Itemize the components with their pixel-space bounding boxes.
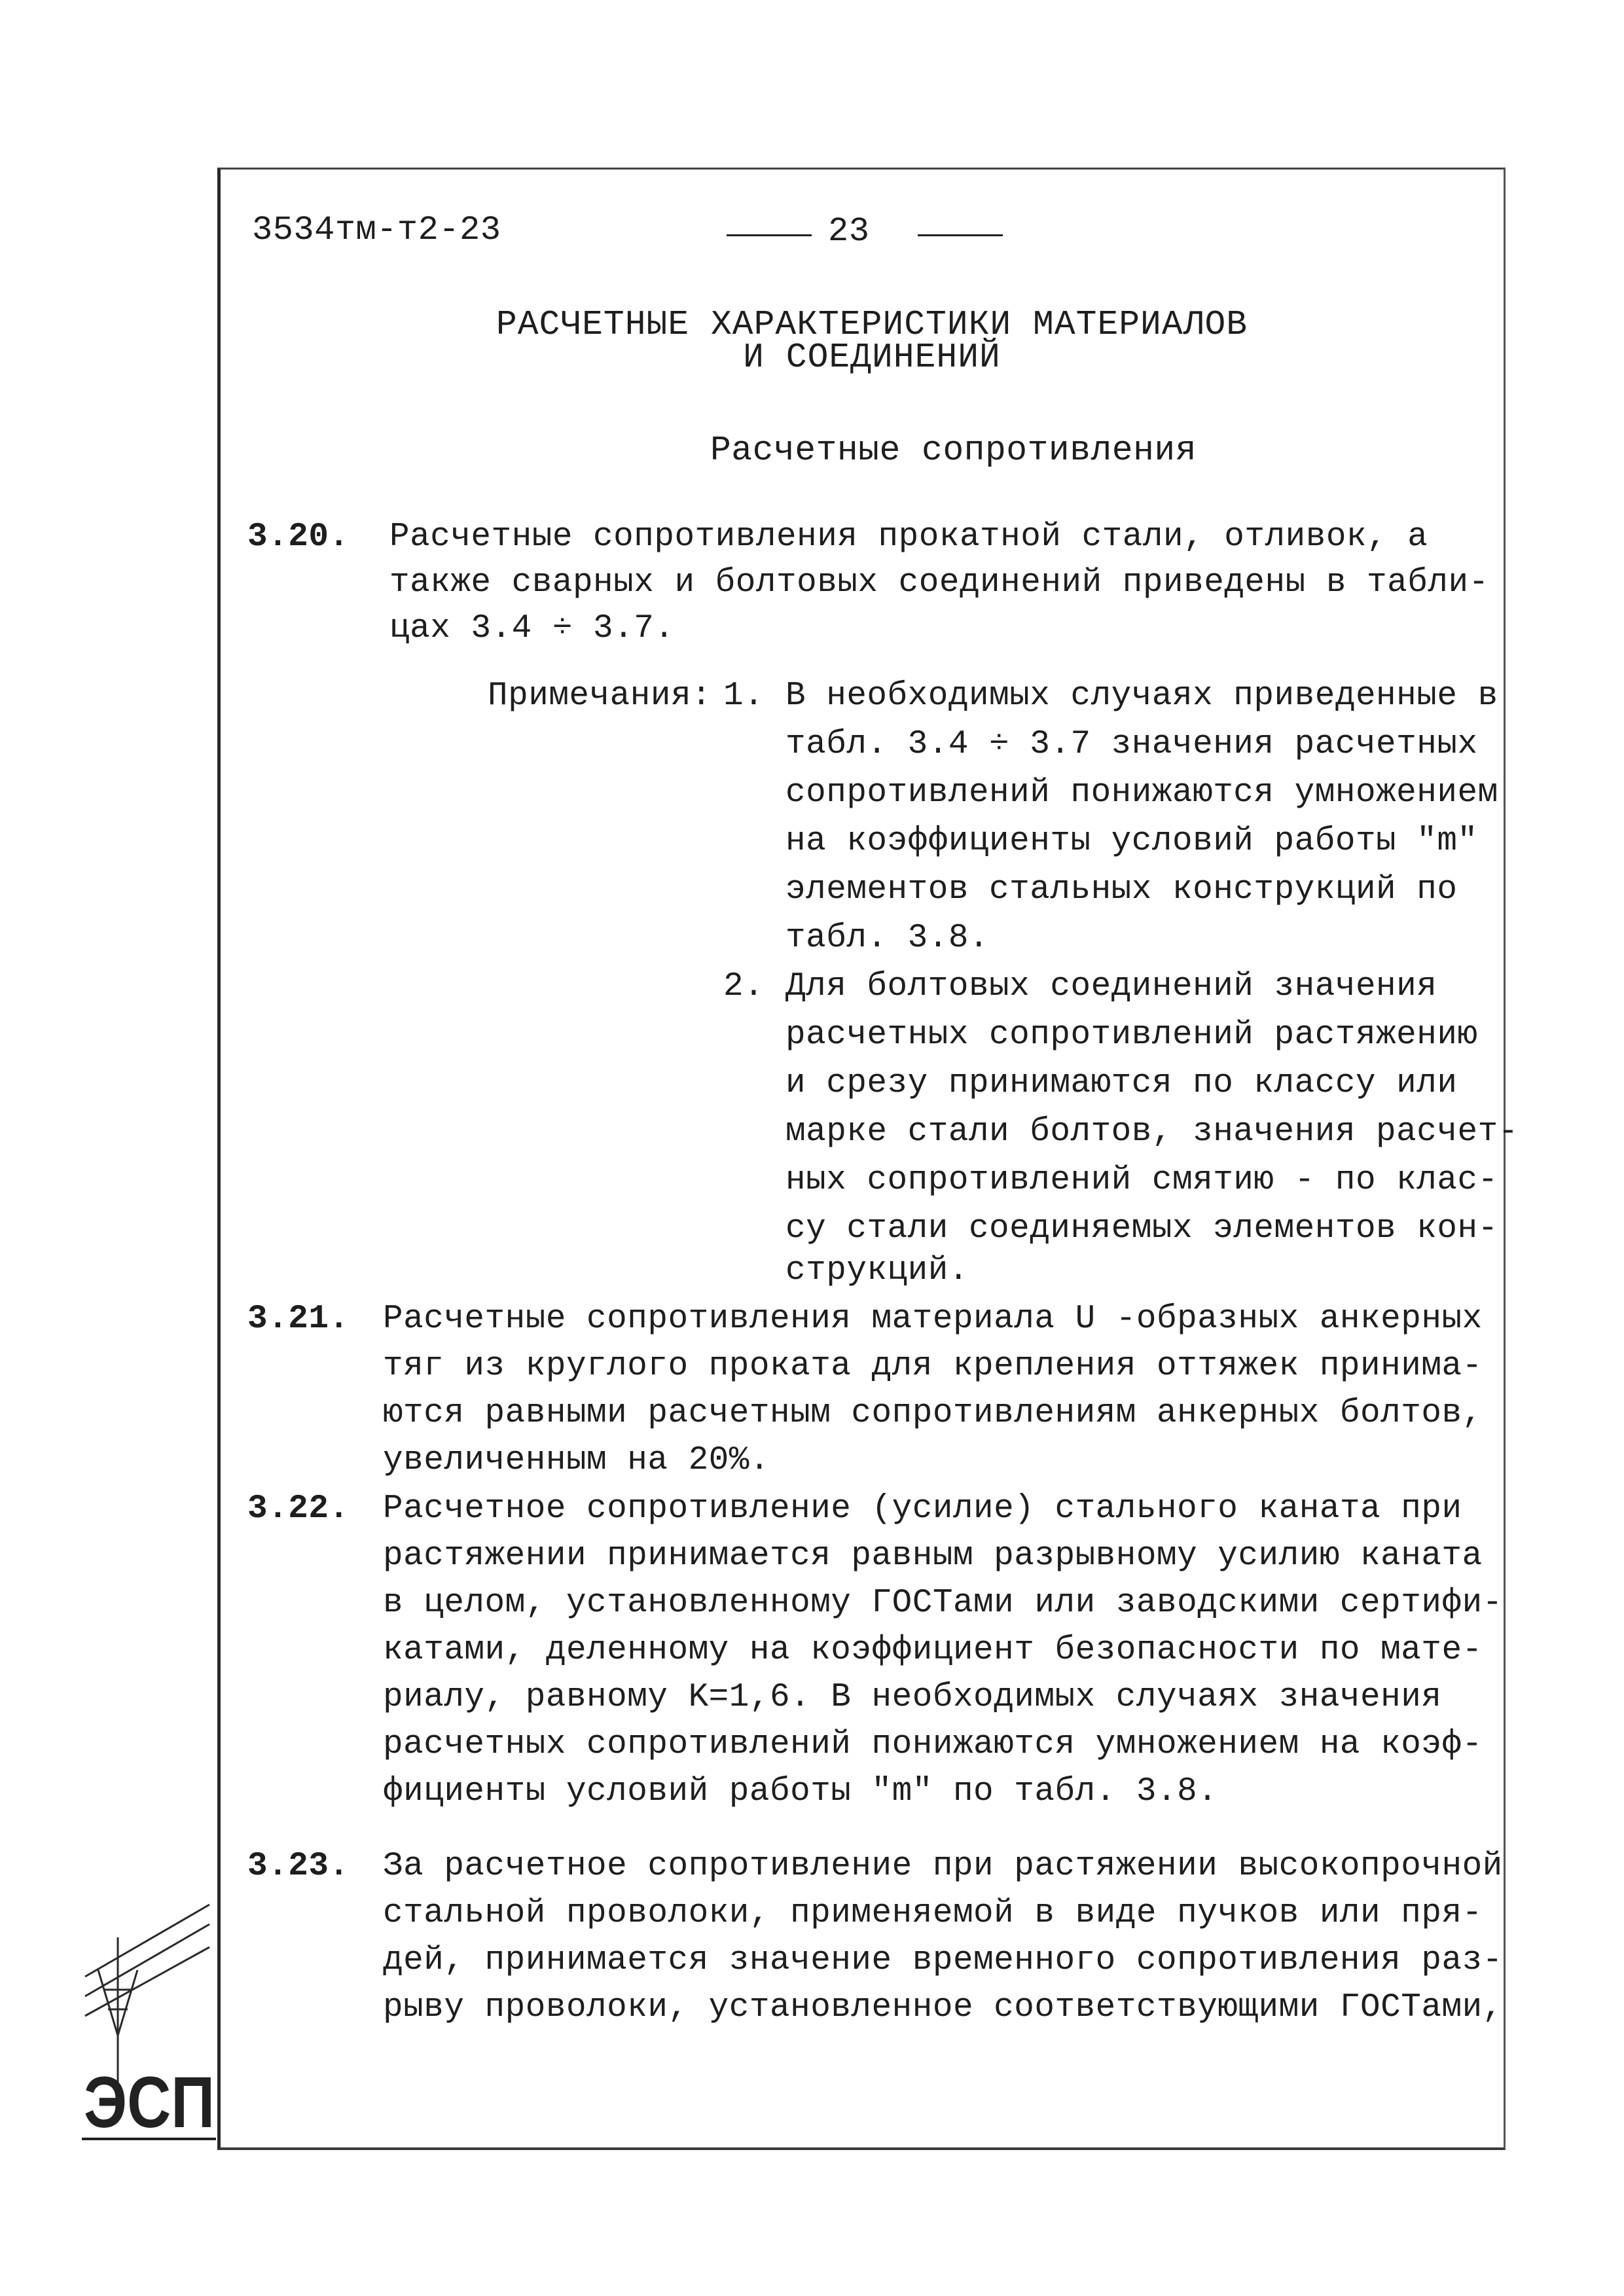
notes-label: Примечания: [488, 677, 712, 715]
note-1-line: табл. 3.8. [785, 920, 990, 957]
clause-3-23-line: рыву проволоки, установленное соответствующими ГОСТами, [383, 1989, 1503, 2026]
clause-3-23-line: стальной проволоки, применяемой в виде пучков или пря- [383, 1895, 1483, 1932]
clause-number-3-20: 3.20. [247, 518, 350, 556]
clause-3-22-line: Расчетное сопротивление (усилие) стального каната при [383, 1490, 1462, 1528]
clause-3-22-line: растяжении принимается равным разрывному усилию каната [383, 1537, 1483, 1575]
page-number-dash-left [727, 234, 812, 236]
clause-3-22-line: катами, деленному на коэффициент безопасности по мате- [383, 1632, 1483, 1669]
clause-3-21-line: ются равными расчетным сопротивлениям анкерных болтов, [383, 1395, 1483, 1432]
clause-3-22-line: расчетных сопротивлений понижаются умножением на коэф- [383, 1726, 1483, 1763]
section-title-line-1: РАСЧЕТНЫЕ ХАРАКТЕРИСТИКИ МАТЕРИАЛОВ [496, 305, 1248, 344]
note-2-line: су стали соединяемых элементов кон- [785, 1210, 1498, 1247]
clause-number-3-21: 3.21. [247, 1300, 350, 1338]
clause-3-21-line: Расчетные сопротивления материала U -образных анкерных [383, 1300, 1483, 1338]
power-line-tower-logo-icon [79, 1898, 219, 2147]
note-2-line: ных сопротивлений смятию - по клас- [785, 1162, 1498, 1199]
document-code: 3534тм-т2-23 [252, 211, 501, 249]
note-1-number: 1. [723, 677, 765, 715]
note-2-line: и срезу принимаются по классу или [785, 1065, 1458, 1102]
clause-3-21-line: тяг из круглого проката для крепления оттяжек принима- [383, 1348, 1483, 1385]
clause-number-3-23: 3.23. [247, 1848, 350, 1885]
note-1-line: В необходимых случаях приведенные в [785, 677, 1498, 715]
clause-3-20-line: Расчетные сопротивления прокатной стали, отливок, а [389, 518, 1428, 556]
clause-3-20-line: цах 3.4 ÷ 3.7. [389, 610, 675, 647]
note-1-line: на коэффициенты условий работы "m" [785, 823, 1478, 860]
clause-3-22-line: в целом, установленному ГОСТами или заводскими сертифи- [383, 1585, 1503, 1622]
note-2-line: Для болтовых соединений значения [785, 968, 1437, 1005]
subsection-title: Расчетные сопротивления [710, 431, 1197, 470]
note-2-line: расчетных сопротивлений растяжению [785, 1016, 1478, 1054]
note-2-line: струкций. [785, 1252, 969, 1289]
page-number: 23 [828, 212, 870, 251]
clause-3-22-line: фициенты условий работы "m" по табл. 3.8. [383, 1773, 1218, 1810]
stamp-logo-text: ЭСП [84, 2062, 215, 2143]
clause-3-23-line: дей, принимается значение временного сопротивления раз- [383, 1942, 1503, 1979]
note-1-line: сопротивлений понижаются умножением [785, 774, 1498, 812]
clause-3-22-line: риалу, равному K=1,6. В необходимых случаях значения [383, 1679, 1442, 1716]
clause-number-3-22: 3.22. [247, 1490, 350, 1528]
clause-3-23-line: За расчетное сопротивление при растяжении высокопрочной [383, 1848, 1503, 1885]
page-number-dash-right [918, 234, 1003, 236]
note-2-line: марке стали болтов, значения расчет- [785, 1113, 1519, 1151]
note-1-line: табл. 3.4 ÷ 3.7 значения расчетных [785, 726, 1478, 763]
note-1-line: элементов стальных конструкций по [785, 871, 1458, 908]
clause-3-21-line: увеличенным на 20%. [383, 1442, 770, 1479]
note-2-number: 2. [723, 968, 765, 1005]
section-title-line-2: И СОЕДИНЕНИЙ [743, 338, 1001, 377]
clause-3-20-line: также сварных и болтовых соединений приведены в табли- [389, 564, 1489, 601]
